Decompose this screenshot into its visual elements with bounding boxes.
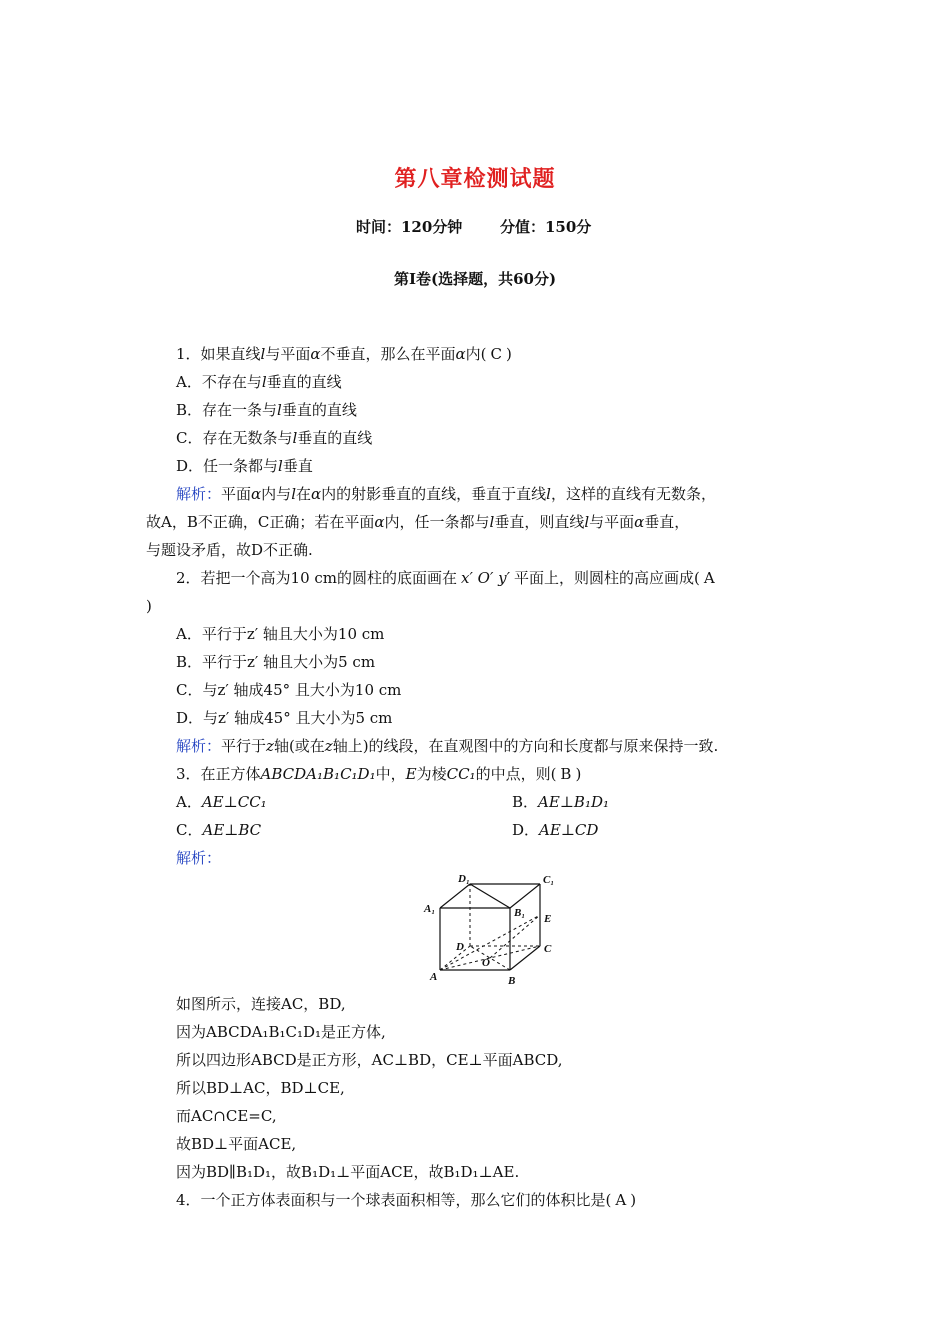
- q3-option-a: A．AE⊥CC₁: [176, 793, 267, 811]
- segment-a-e: [440, 915, 540, 970]
- label-d: D: [456, 941, 464, 953]
- q3-step-7: 因为BD∥B₁D₁，故B₁D₁⊥平面ACE，故B₁D₁⊥AE.: [176, 1163, 520, 1181]
- question-4-answer: A: [615, 1191, 627, 1209]
- q3-step-1: 如图所示，连接AC，BD,: [176, 995, 346, 1013]
- label-c: C: [544, 943, 552, 955]
- q2-option-d: D．与z′ 轴成45° 且大小为5 cm: [176, 709, 393, 727]
- question-4-stem: 4．一个正方体表面积与一个球表面积相等，那么它们的体积比是( A ): [176, 1191, 637, 1209]
- q1-option-d: D．任一条都与l垂直: [176, 457, 313, 475]
- q3-option-b: B．AE⊥B₁D₁: [512, 793, 609, 811]
- question-2-stem: 2．若把一个高为10 cm的圆柱的底面画在 x′ O′ y′ 平面上，则圆柱的高应画成( A: [176, 568, 719, 588]
- q2-option-a: A．平行于z′ 轴且大小为10 cm: [176, 625, 385, 643]
- q3-step-5: 而AC∩CE=C,: [176, 1107, 277, 1125]
- label-c1: C₁: [543, 874, 555, 886]
- label-b: B: [508, 975, 516, 987]
- solution-label: 解析：: [176, 485, 222, 503]
- q1-option-b: B．存在一条与l垂直的直线: [176, 401, 357, 419]
- question-2-stem-close: ): [146, 597, 152, 615]
- q3-option-d: D．AE⊥CD: [512, 821, 599, 839]
- q2-option-c: C．与z′ 轴成45° 且大小为10 cm: [176, 681, 402, 699]
- edge-c-b: [510, 946, 540, 970]
- score-label: 分值：150分: [500, 218, 592, 236]
- q1-solution-line-2: 故A，B不正确，C正确；若在平面α内，任一条都与l垂直，则直线l与平面α垂直，: [146, 513, 690, 531]
- edge-a1-d1: [440, 884, 470, 908]
- label-e: E: [544, 913, 552, 925]
- q1-option-c: C．存在无数条与l垂直的直线: [176, 429, 373, 447]
- solution-label: 解析：: [176, 737, 222, 755]
- section-heading: 第Ⅰ卷(选择题，共60分): [393, 270, 557, 288]
- label-a: A: [430, 971, 438, 983]
- question-1-answer: C: [490, 345, 503, 363]
- q2-solution: 解析：平行于z轴(或在z轴上)的线段，在直观图中的方向和长度都与原来保持一致.: [176, 737, 719, 755]
- question-2-answer: A: [703, 569, 715, 587]
- label-d1: D₁: [458, 873, 470, 885]
- q3-step-4: 所以BD⊥AC，BD⊥CE,: [176, 1079, 345, 1097]
- q1-solution-line-3: 与题设矛盾，故D不正确.: [146, 541, 313, 559]
- page-title: 第八章检测试题: [394, 166, 556, 192]
- q3-step-6: 故BD⊥平面ACE,: [176, 1135, 297, 1153]
- question-1-stem: 1．如果直线l与平面α不垂直，那么在平面α内( C ): [176, 345, 512, 363]
- label-b1: B₁: [514, 907, 526, 919]
- q1-option-a: A．不存在与l垂直的直线: [176, 373, 342, 391]
- label-a1: A₁: [424, 903, 436, 915]
- q2-option-b: B．平行于z′ 轴且大小为5 cm: [176, 653, 376, 671]
- hidden-edge-a-d: [440, 946, 470, 970]
- edge-c1-b1: [510, 884, 540, 908]
- q3-solution-label: 解析：: [176, 849, 222, 867]
- diagonal-b1-d1: [470, 884, 510, 908]
- cube-figure: [418, 870, 568, 990]
- q1-solution-line-1: 解析：平面α内与l在α内的射影垂直的直线，垂直于直线l，这样的直线有无数条，: [176, 485, 716, 503]
- question-3-stem: 3．在正方体ABCDA₁B₁C₁D₁中，E为棱CC₁的中点，则( B ): [176, 765, 582, 783]
- q3-step-3: 所以四边形ABCD是正方形，AC⊥BD，CE⊥平面ABCD,: [176, 1051, 563, 1069]
- q3-option-c: C．AE⊥BC: [176, 821, 262, 839]
- time-label: 时间：120分钟: [356, 218, 463, 236]
- question-3-answer: B: [560, 765, 572, 783]
- label-o: O: [482, 957, 490, 969]
- q3-step-2: 因为ABCDA₁B₁C₁D₁是正方体,: [176, 1023, 386, 1041]
